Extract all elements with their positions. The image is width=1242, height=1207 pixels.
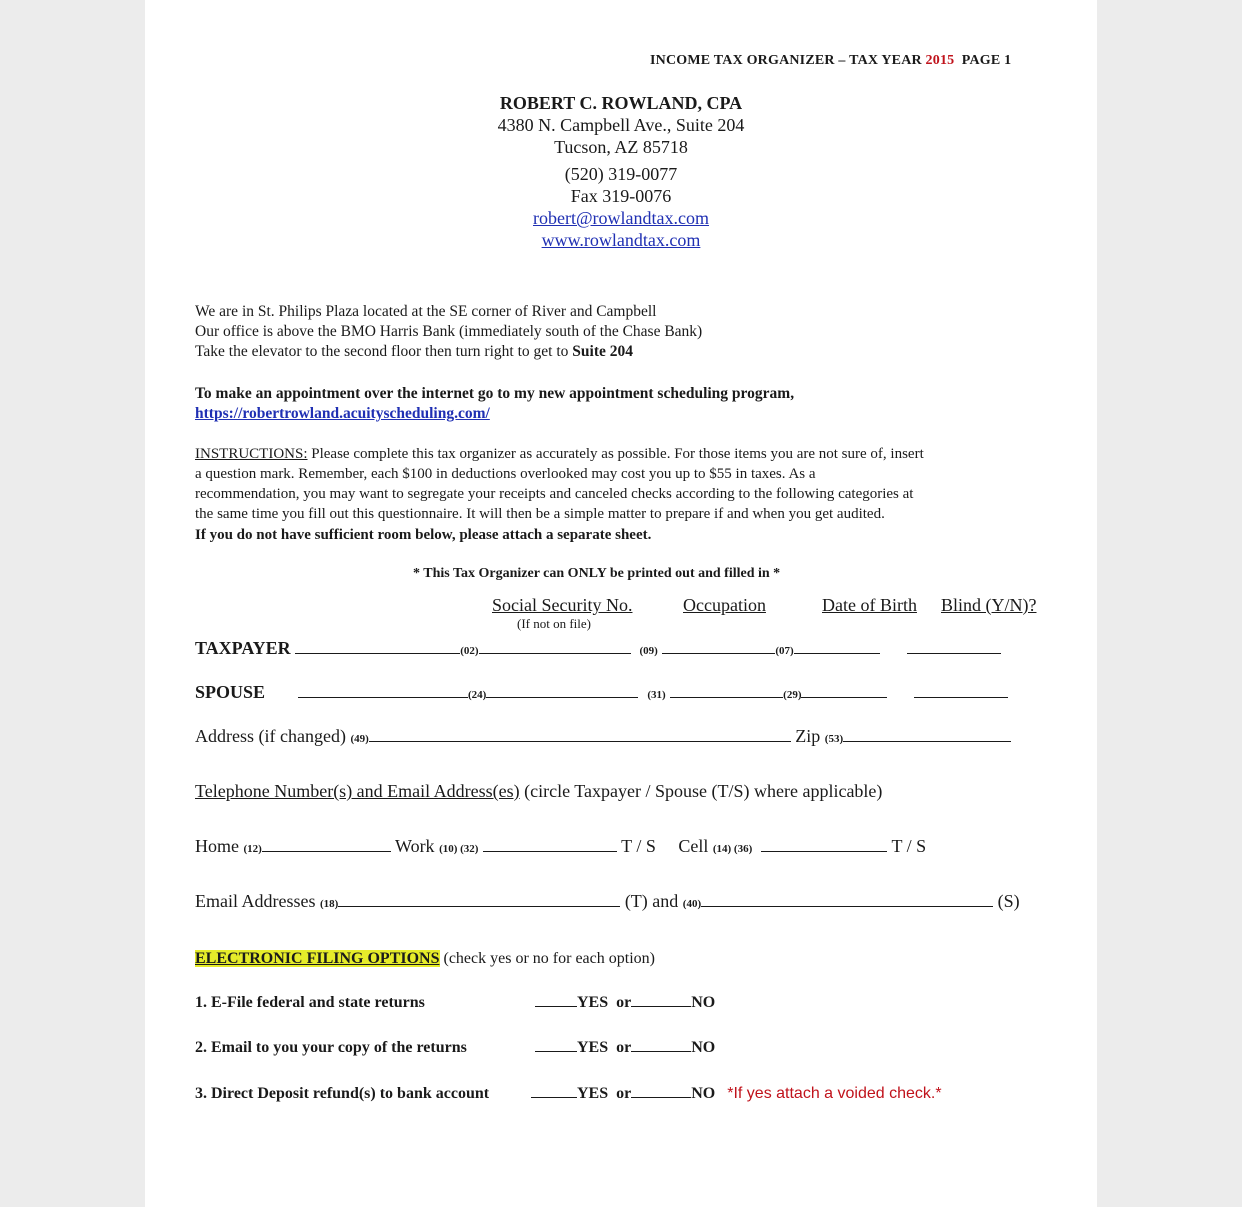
efile-item-3-yes: YES [577,1085,609,1102]
instructions-line-1 [195,444,924,465]
instructions-label: INSTRUCTIONS: [195,446,308,462]
directions-line-2: Our office is above the BMO Harris Bank (immediately south of the Chase Bank) [195,323,703,340]
taxpayer-dob-field[interactable] [794,639,880,654]
efile-item-2-or: or [616,1039,632,1056]
page-number: PAGE 1 [961,53,1012,68]
efile-item-3-label: 3. Direct Deposit refund(s) to bank account [195,1085,490,1102]
email-code-18: (18) [319,898,339,910]
taxpayer-code-09: (09) [639,645,658,657]
zip-field[interactable] [843,727,1011,742]
efile-item-1-yes-field[interactable] [535,992,577,1007]
page-header [650,53,1011,69]
directions-line-1: We are in St. Philips Plaza located at the SE corner of River and Campbell [195,303,657,320]
appointment-link-row [195,404,490,425]
spouse-code-29: (29) [783,689,802,701]
spouse-code-31: (31) [647,689,666,701]
home-phone-field[interactable] [262,837,391,852]
zip-code: (53) [824,733,844,745]
firm-address-2: Tucson, AZ 85718 [554,137,688,157]
instructions-line-5: If you do not have sufficient room below, please attach a separate sheet. [195,527,652,543]
firm-website-link[interactable]: www.rowlandtax.com [541,230,701,250]
email-t-and: (T) and [624,891,679,911]
firm-website-row [145,229,1097,251]
home-code: (12) [243,843,262,855]
spouse-label: SPOUSE [195,682,266,702]
directions-line-3 [195,342,633,363]
zip-label: Zip [795,726,821,746]
efile-item-3-no: NO [691,1085,716,1102]
firm-email-row [145,207,1097,229]
directions-line-3-text: Take the elevator to the second floor then turn right to get to [195,343,573,360]
spouse-name-field[interactable] [298,683,468,698]
print-note: * This Tax Organizer can ONLY be printed out and filled in * [413,566,781,581]
taxpayer-blind-field[interactable] [907,639,1001,654]
taxpayer-label: TAXPAYER [195,638,291,658]
appointment-link[interactable]: https://robertrowland.acuityscheduling.com/ [195,405,490,422]
work-label: Work [395,836,435,856]
efile-item-2-no-field[interactable] [631,1037,691,1052]
instructions-line-3: recommendation, you may want to segregate your receipts and canceled checks according to the following categories at [195,486,914,502]
taxpayer-email-field[interactable] [338,892,620,907]
efile-item-2-label: 2. Email to you your copy of the returns [195,1039,467,1056]
col-ssn: Social Security No. [492,595,633,615]
appointment-text: To make an appointment over the internet go to my new appointment scheduling program, [195,385,795,402]
address-field[interactable] [369,727,791,742]
col-ssn-note: (If not on file) [517,616,592,631]
spouse-email-field[interactable] [701,892,993,907]
efile-subheading: (check yes or no for each option) [439,950,655,967]
phones-row [195,836,926,857]
spouse-row [195,682,1008,703]
work-code: (10) (32) [439,843,479,855]
efile-item-3-or: or [616,1085,632,1102]
efile-item-1-yes: YES [577,994,609,1011]
firm-fax: Fax 319-0076 [570,186,672,206]
address-row [195,726,1011,747]
efile-heading: ELECTRONIC FILING OPTIONS [195,950,440,967]
spouse-code-24: (24) [468,689,487,701]
efile-item-1-no: NO [691,994,716,1011]
email-row [195,891,1020,912]
telephone-note: (circle Taxpayer / Spouse (T/S) where applicable) [519,781,883,801]
address-label: Address (if changed) [195,726,346,746]
telephone-heading: Telephone Number(s) and Email Address(es) [195,781,520,801]
spouse-dob-field[interactable] [801,683,887,698]
efile-heading-row [195,950,655,968]
col-occupation: Occupation [683,595,766,615]
email-code-40: (40) [682,898,702,910]
spouse-blind-field[interactable] [914,683,1008,698]
suite-number: Suite 204 [572,343,633,360]
efile-item-3-yes-field[interactable] [531,1083,577,1098]
tax-year: 2015 [925,53,955,68]
col-blind: Blind (Y/N)? [941,595,1037,615]
cell-ts[interactable]: T / S [891,836,927,856]
col-dob: Date of Birth [822,595,917,615]
instructions-line-2: a question mark. Remember, each $100 in deductions overlooked may cost you up to $55 in taxes. As a [195,466,816,482]
firm-email-link[interactable]: robert@rowlandtax.com [532,208,710,228]
taxpayer-row [195,638,1001,659]
cell-phone-field[interactable] [761,837,887,852]
efile-item-1-no-field[interactable] [631,992,691,1007]
telephone-heading-row [195,781,882,802]
cell-label: Cell [678,836,709,856]
email-label: Email Addresses [195,891,316,911]
taxpayer-code-07: (07) [775,645,794,657]
taxpayer-ssn-field[interactable] [479,639,631,654]
efile-item-3 [195,1083,942,1103]
instructions-text-1: Please complete this tax organizer as accurately as possible. For those items you are not sure of, insert [307,446,924,462]
header-title: INCOME TAX ORGANIZER – TAX YEAR [650,53,926,68]
efile-item-1-or: or [616,994,632,1011]
firm-phone: (520) 319-0077 [564,164,678,184]
voided-check-note: *If yes attach a voided check.* [727,1085,942,1102]
firm-name: ROBERT C. ROWLAND, CPA [499,93,743,113]
efile-item-2-no: NO [691,1039,716,1056]
home-label: Home [195,836,239,856]
address-code: (49) [350,733,369,745]
efile-item-2-yes: YES [577,1039,609,1056]
taxpayer-occupation-field[interactable] [662,639,775,654]
efile-item-1 [195,992,715,1012]
firm-address-1: 4380 N. Campbell Ave., Suite 204 [497,115,745,135]
spouse-ssn-field[interactable] [486,683,638,698]
cell-code: (14) (36) [712,843,753,855]
efile-item-1-label: 1. E-File federal and state returns [195,994,425,1011]
organizer-page [145,0,1097,1207]
efile-item-2-yes-field[interactable] [535,1037,577,1052]
efile-item-2 [195,1037,715,1057]
taxpayer-name-field[interactable] [295,639,460,654]
work-phone-field[interactable] [483,837,617,852]
efile-item-3-no-field[interactable] [631,1083,691,1098]
spouse-occupation-field[interactable] [670,683,783,698]
instructions-line-4: the same time you fill out this questionnaire. It will then be a simple matter to prepare if and when you get audited. [195,506,885,522]
email-s: (S) [997,891,1020,911]
work-ts[interactable]: T / S [621,836,656,856]
taxpayer-code-02: (02) [460,645,479,657]
